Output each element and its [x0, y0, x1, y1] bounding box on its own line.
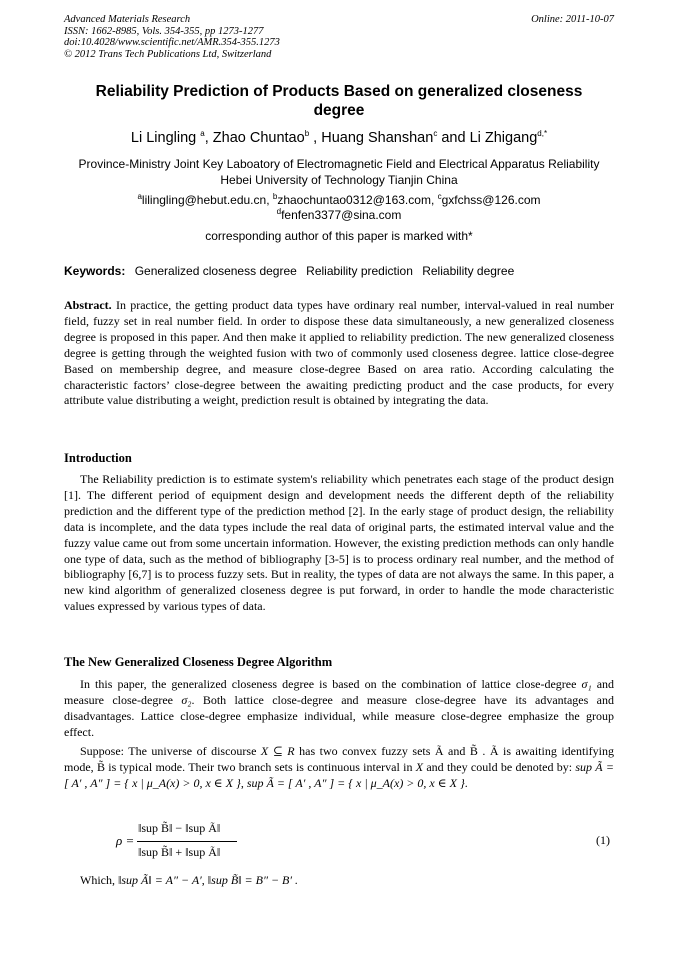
abstract-text: In practice, the getting product data types have ordinary real number, interval-valued in real number field, fuzzy set in real number field. In order to dispose these data simultaneously, a new generalized closeness degree is proposed in this paper. And then make it applied to reliability prediction. The new generalized closeness degree is getting through the weighted fusion with two of commonly used closeness degree. lattice close-degree Based on membership degree, and measure close-degree Based on area ratio. According calculating the characteristic factors’ close-degree between the awaiting predicting product and the case products, for every attribute value distributing a weight, prediction result is obtained by integrating the data.	[64, 298, 615, 408]
email-mark: b	[272, 192, 278, 201]
formula-denominator: ‖sup B̃‖ + ‖sup Ã‖	[138, 845, 221, 859]
journal-header	[64, 14, 280, 60]
section-heading-introduction: Introduction	[64, 451, 132, 465]
author-name: Li Lingling	[130, 130, 197, 146]
journal-doi: doi:10.4028/www.scientific.net/AMR.354-355.1273	[64, 37, 280, 48]
paragraph-text: . Both lattice close-degree and measure close-degree have its advantages and disadvantages. Lattice close-degree emphasize individual, while measure close-degree emphasize the group effect.	[64, 692, 614, 739]
author-name: Li Zhigang	[469, 130, 538, 146]
which-label: Which,	[80, 873, 115, 887]
which-expression-1: ‖sup Ã‖ = A″ − A′	[118, 873, 202, 887]
author-mark: c	[433, 129, 438, 139]
abstract	[64, 298, 614, 409]
paragraph-text: and they could be denoted by:	[426, 759, 573, 774]
fraction-bar	[137, 841, 237, 842]
email-address[interactable]: zhaochuntao0312@163.com	[277, 193, 431, 207]
email-address[interactable]: fenfen3377@sina.com	[281, 208, 402, 222]
symbol-x: X	[260, 744, 269, 758]
author-name: Zhao Chuntao	[212, 130, 305, 146]
author-mark: a	[200, 129, 205, 139]
keywords	[64, 264, 514, 278]
which-line: Which, ‖sup Ã‖ = A″ − A′, ‖sup B̃‖ = B″ − B′ .	[80, 873, 299, 887]
journal-issn: ISSN: 1662-8985, Vols. 354-355, pp 1273-1277	[64, 25, 264, 37]
email-mark: c	[437, 192, 442, 201]
email-list: $^a$lilingling@hebut.edu.cn, $^b$zhaochuntao0312@163.com, $^c$gxfchss@126.com $^d$fenfen3377@sina.com	[137, 192, 541, 222]
author-list: Li Lingling $^a$, Zhao Chuntao$^b$ , Huang Shanshan$^c$ and Li Zhigang$^{d,*}$	[130, 129, 548, 146]
which-expression-2: ‖sup B̃‖ = B″ − B′ .	[207, 873, 299, 887]
keyword: Reliability degree	[422, 264, 515, 278]
email-mark: a	[137, 192, 142, 201]
section-heading-algorithm: The New Generalized Closeness Degree Algorithm	[64, 655, 333, 669]
author-mark: d,*	[537, 129, 548, 139]
algorithm-paragraph-1	[64, 677, 614, 741]
sup-b-expression: sup Ã = [ A′ , A″ ] = { x | μ_A(x) > 0, x ∈ X }	[246, 775, 465, 790]
email-address[interactable]: lilingling@hebut.edu.cn	[141, 193, 267, 207]
affiliation-line: Province-Ministry Joint Key Laboatory of Electromagnetic Field and Electrical Apparatus Reliability	[78, 157, 600, 171]
formula-lhs: ρ =	[116, 833, 135, 848]
paragraph-text: and measure close-degree	[64, 677, 615, 707]
author-name: Huang Shanshan	[321, 130, 434, 146]
keywords-label: Keywords:	[64, 264, 126, 278]
journal-name: Advanced Materials Research	[64, 14, 191, 25]
email-address[interactable]: gxfchss@126.com	[441, 193, 541, 207]
paragraph-text: is typical mode. Their two branch sets is continuous interval in	[108, 759, 413, 774]
email-mark: d	[276, 207, 282, 216]
equation-number: (1)	[596, 833, 610, 847]
paragraph-text: Suppose: The universe of discourse	[80, 744, 257, 758]
sup-a-expression: sup Ã = [ A′ , A″ ] = { x | μ_A(x) > 0, x ∈ X }	[64, 759, 615, 790]
introduction-paragraph: The Reliability prediction is to estimate system's reliability which penetrates each stage of the product design [1]. The different period of equipment design and development needs the different depth of the reliability prediction and the different type of the prediction method [2]. In the early stage of product design, the reliability data is incomplete, and the data types include the real data of original parts, the estimated interval value and the fuzzy value came out from some uncertain information. However, the existing prediction methods can only handle one type of data, such as the method of bibliography [3-5] is to process ordinary real number, and the method of bibliography [6,7] is to process fuzzy sets. But in reality, the types of data are not always the same. In this paper, a new kind algorithm of generalized closeness degree is put forward, in order to handle the mode characteristic values expressed by various types of data.	[64, 472, 614, 614]
paper-title: Reliability Prediction of Products Based on generalized closeness degree	[95, 83, 583, 119]
sigma-2-symbol: σ₂	[181, 692, 192, 707]
affiliation-line: Hebei University of Technology Tianjin China	[220, 173, 458, 187]
author-mark: b	[304, 129, 310, 139]
paragraph-text: In this paper, the generalized closeness degree is based on the combination of lattice close-degree	[80, 677, 577, 691]
affiliation	[40, 156, 638, 188]
formula-numerator: ‖sup B̃‖ − ‖sup Ã‖	[138, 821, 221, 835]
journal-copyright: © 2012 Trans Tech Publications Ltd, Switzerland	[64, 48, 272, 60]
keyword: Reliability prediction	[306, 264, 413, 278]
keyword: Generalized closeness degree	[134, 264, 297, 278]
sigma-1-symbol: σ₁	[581, 677, 592, 691]
paragraph-text: is awaiting identifying mode,	[64, 744, 615, 774]
formula-1	[116, 817, 296, 867]
online-date: Online: 2011-10-07	[531, 14, 614, 25]
paragraph-text: has two convex fuzzy sets	[299, 744, 431, 758]
corresponding-note: corresponding author of this paper is marked with*	[205, 229, 473, 243]
algorithm-paragraph-2: Suppose: The universe of discourse X ⊆ R has two convex fuzzy sets Ã and B̃ . Ã is awaiting identifying mode, B̃ is typical mode. Their two branch sets is continuous interval in X and they could be denoted by: sup Ã = [ A′ , A″ ] = { x | μ_A(x) > 0, x ∈ X }, sup Ã = [ A′ , A″ ] = { x | μ_A(x) > 0, x ∈ X }.	[64, 744, 615, 790]
abstract-label: Abstract.	[64, 298, 112, 312]
